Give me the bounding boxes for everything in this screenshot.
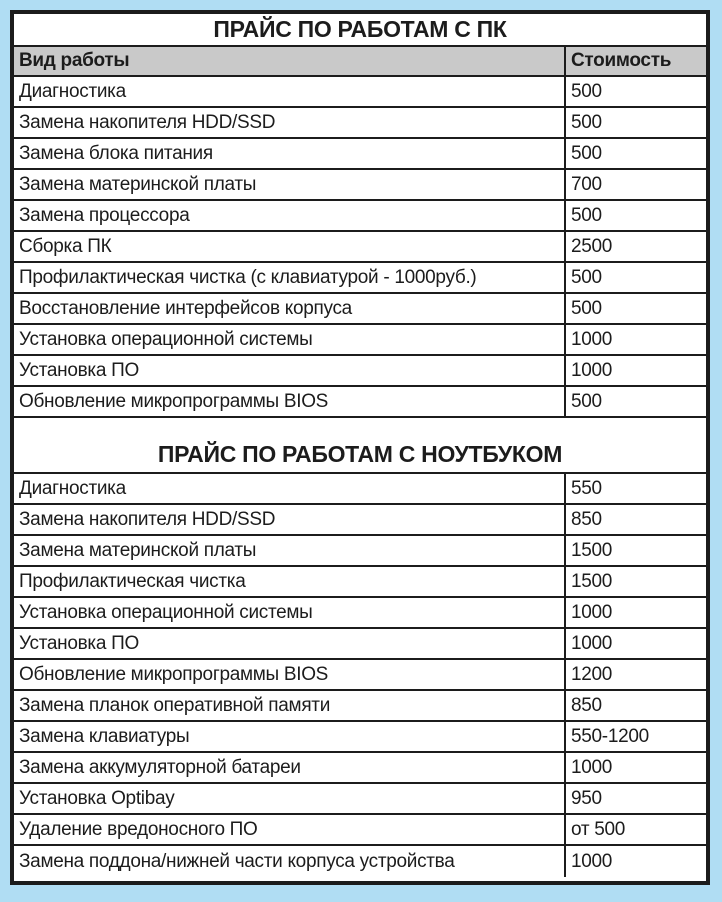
table-row: [14, 722, 706, 753]
price-cell: 1000: [564, 598, 706, 627]
price-cell: 550: [564, 474, 706, 503]
price-cell: 1000: [564, 325, 706, 354]
price-cell: 950: [564, 784, 706, 813]
work-type-cell: Замена клавиатуры: [19, 725, 190, 747]
work-type-cell: Замена процессора: [19, 204, 190, 226]
price-cell: 500: [564, 139, 706, 168]
table-row: [14, 294, 706, 325]
table-row: [14, 629, 706, 660]
work-type-cell: Обновление микропрограммы BIOS: [19, 663, 329, 685]
price-cell: 1500: [564, 567, 706, 596]
table-row: [14, 356, 706, 387]
work-type-cell: Установка ПО: [19, 632, 139, 654]
work-type-cell: Диагностика: [19, 80, 126, 102]
price-table: [10, 10, 710, 885]
price-cell: 500: [564, 77, 706, 106]
work-type-cell: Замена планок оперативной памяти: [19, 694, 331, 716]
table-row: [14, 753, 706, 784]
table-row: [14, 232, 706, 263]
table-row: [14, 139, 706, 170]
work-type-cell: Восстановление интерфейсов корпуса: [19, 297, 352, 319]
laptop-section-title: ПРАЙС ПО РАБОТАМ С НОУТБУКОМ: [14, 418, 706, 474]
price-cell: 500: [564, 108, 706, 137]
work-type-cell: Замена материнской платы: [19, 173, 257, 195]
pc-section-title: ПРАЙС ПО РАБОТАМ С ПК: [14, 14, 706, 47]
work-type-cell: Обновление микропрограммы BIOS: [19, 390, 329, 412]
table-row: [14, 77, 706, 108]
pc-table-rows: [14, 77, 706, 418]
table-row: [14, 387, 706, 418]
table-header-row: [14, 47, 706, 77]
work-type-cell: Профилактическая чистка (с клавиатурой - 1000руб.): [19, 266, 477, 288]
work-type-cell: Профилактическая чистка: [19, 570, 246, 592]
work-type-cell: Диагностика: [19, 477, 126, 499]
work-type-cell: Замена накопителя HDD/SSD: [19, 508, 276, 530]
work-type-cell: Установка Optibay: [19, 787, 175, 809]
table-row: [14, 691, 706, 722]
price-cell: 500: [564, 201, 706, 230]
price-cell: 550-1200: [564, 722, 706, 751]
table-row: [14, 598, 706, 629]
table-row: [14, 474, 706, 505]
work-type-cell: Сборка ПК: [19, 235, 112, 257]
table-row: [14, 108, 706, 139]
work-type-cell: Замена накопителя HDD/SSD: [19, 111, 276, 133]
table-row: [14, 201, 706, 232]
price-cell: 850: [564, 505, 706, 534]
work-type-cell: Замена материнской платы: [19, 539, 257, 561]
price-cell: 1000: [564, 846, 706, 877]
work-type-cell: Замена блока питания: [19, 142, 213, 164]
column-header-price: Стоимость: [564, 47, 706, 75]
table-row: [14, 263, 706, 294]
table-row: [14, 815, 706, 846]
price-cell: 1000: [564, 629, 706, 658]
table-row: [14, 325, 706, 356]
price-cell: 500: [564, 294, 706, 323]
price-cell: 1000: [564, 356, 706, 385]
table-row: [14, 536, 706, 567]
table-row: [14, 784, 706, 815]
laptop-table-rows: [14, 474, 706, 877]
work-type-cell: Установка операционной системы: [19, 328, 313, 350]
price-cell: 700: [564, 170, 706, 199]
price-cell: 1200: [564, 660, 706, 689]
column-header-work-type: Вид работы: [19, 50, 130, 71]
table-row: [14, 567, 706, 598]
price-cell: 2500: [564, 232, 706, 261]
price-cell: от 500: [564, 815, 706, 844]
price-cell: 500: [564, 387, 706, 416]
price-cell: 1500: [564, 536, 706, 565]
table-row: [14, 505, 706, 536]
price-cell: 850: [564, 691, 706, 720]
price-cell: 1000: [564, 753, 706, 782]
table-row: [14, 660, 706, 691]
table-row: [14, 846, 706, 877]
work-type-cell: Удаление вредоносного ПО: [19, 818, 258, 840]
work-type-cell: Установка ПО: [19, 359, 139, 381]
price-cell: 500: [564, 263, 706, 292]
work-type-cell: Замена аккумуляторной батареи: [19, 756, 301, 778]
work-type-cell: Установка операционной системы: [19, 601, 313, 623]
work-type-cell: Замена поддона/нижней части корпуса устройства: [19, 850, 455, 872]
table-row: [14, 170, 706, 201]
